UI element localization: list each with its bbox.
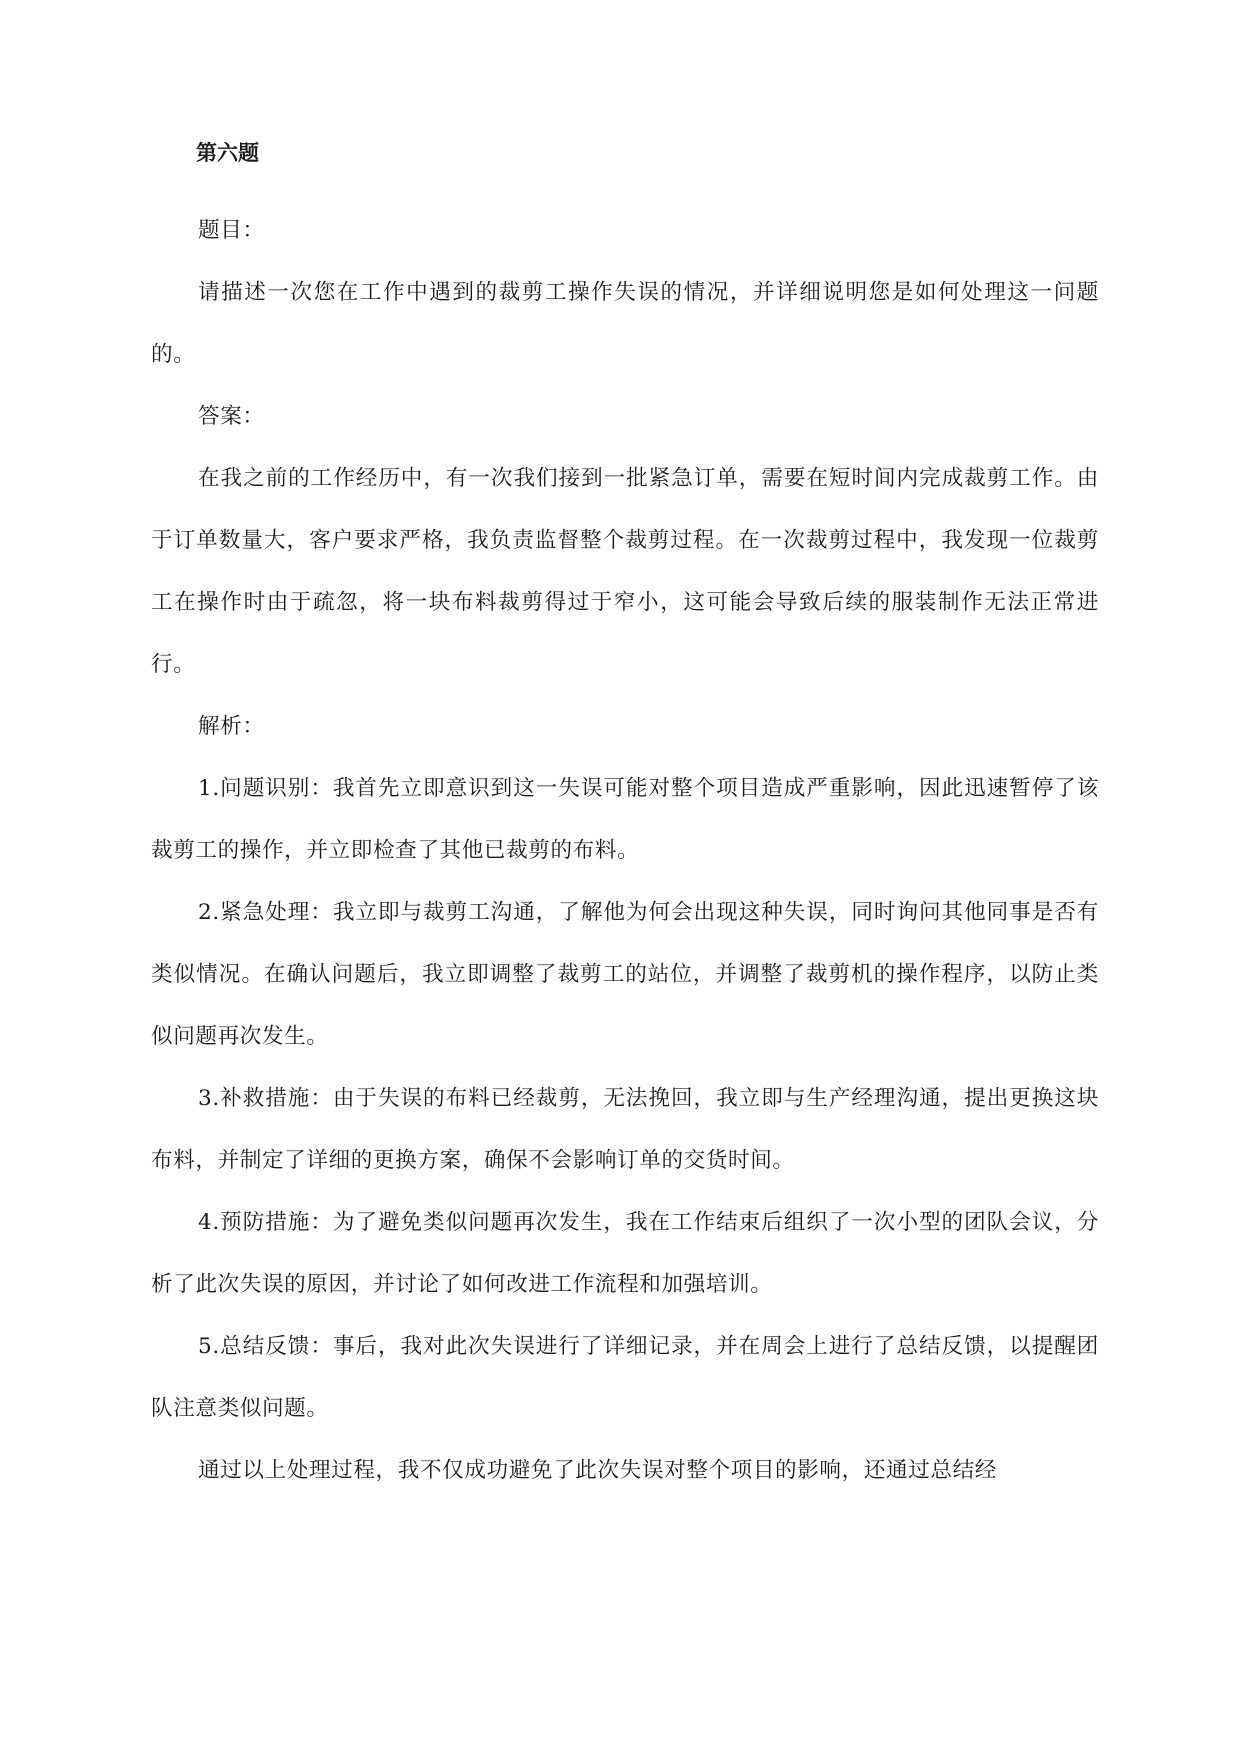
question-text: 请描述一次您在工作中遇到的裁剪工操作失误的情况，并详细说明您是如何处理这一问题的。 xyxy=(151,280,1099,367)
analysis-item-summary-feedback: 5.总结反馈：事后，我对此次失误进行了详细记录，并在周会上进行了总结反馈，以提醒团队注意类似问题。 xyxy=(151,1334,1099,1421)
conclusion-text: 通过以上处理过程，我不仅成功避免了此次失误对整个项目的影响，还通过总结经 xyxy=(198,1458,997,1483)
analysis-item-preventive-measures: 4.预防措施：为了避免类似问题再次发生，我在工作结束后组织了一次小型的团队会议，分析了此次失误的原因，并讨论了如何改进工作流程和加强培训。 xyxy=(151,1210,1099,1297)
analysis-label: 解析： xyxy=(198,714,265,739)
question-label: 题目： xyxy=(198,218,265,243)
document-body xyxy=(151,138,1099,1502)
analysis-item-identification: 1.问题识别：我首先立即意识到这一失误可能对整个项目造成严重影响，因此迅速暂停了该裁剪工的操作，并立即检查了其他已裁剪的布料。 xyxy=(151,776,1099,863)
question-heading: 第六题 xyxy=(196,141,259,165)
analysis-item-remedial-measures: 3.补救措施：由于失误的布料已经裁剪，无法挽回，我立即与生产经理沟通，提出更换这块布料，并制定了详细的更换方案，确保不会影响订单的交货时间。 xyxy=(151,1086,1099,1173)
analysis-item-emergency-handling: 2.紧急处理：我立即与裁剪工沟通，了解他为何会出现这种失误，同时询问其他同事是否有类似情况。在确认问题后，我立即调整了裁剪工的站位，并调整了裁剪机的操作程序，以防止类似问题再次发生。 xyxy=(151,900,1099,1049)
answer-text: 在我之前的工作经历中，有一次我们接到一批紧急订单，需要在短时间内完成裁剪工作。由于订单数量大，客户要求严格，我负责监督整个裁剪过程。在一次裁剪过程中，我发现一位裁剪工在操作时由于疏忽，将一块布料裁剪得过于窄小，这可能会导致后续的服装制作无法正常进行。 xyxy=(151,466,1099,677)
answer-label: 答案： xyxy=(198,404,265,429)
